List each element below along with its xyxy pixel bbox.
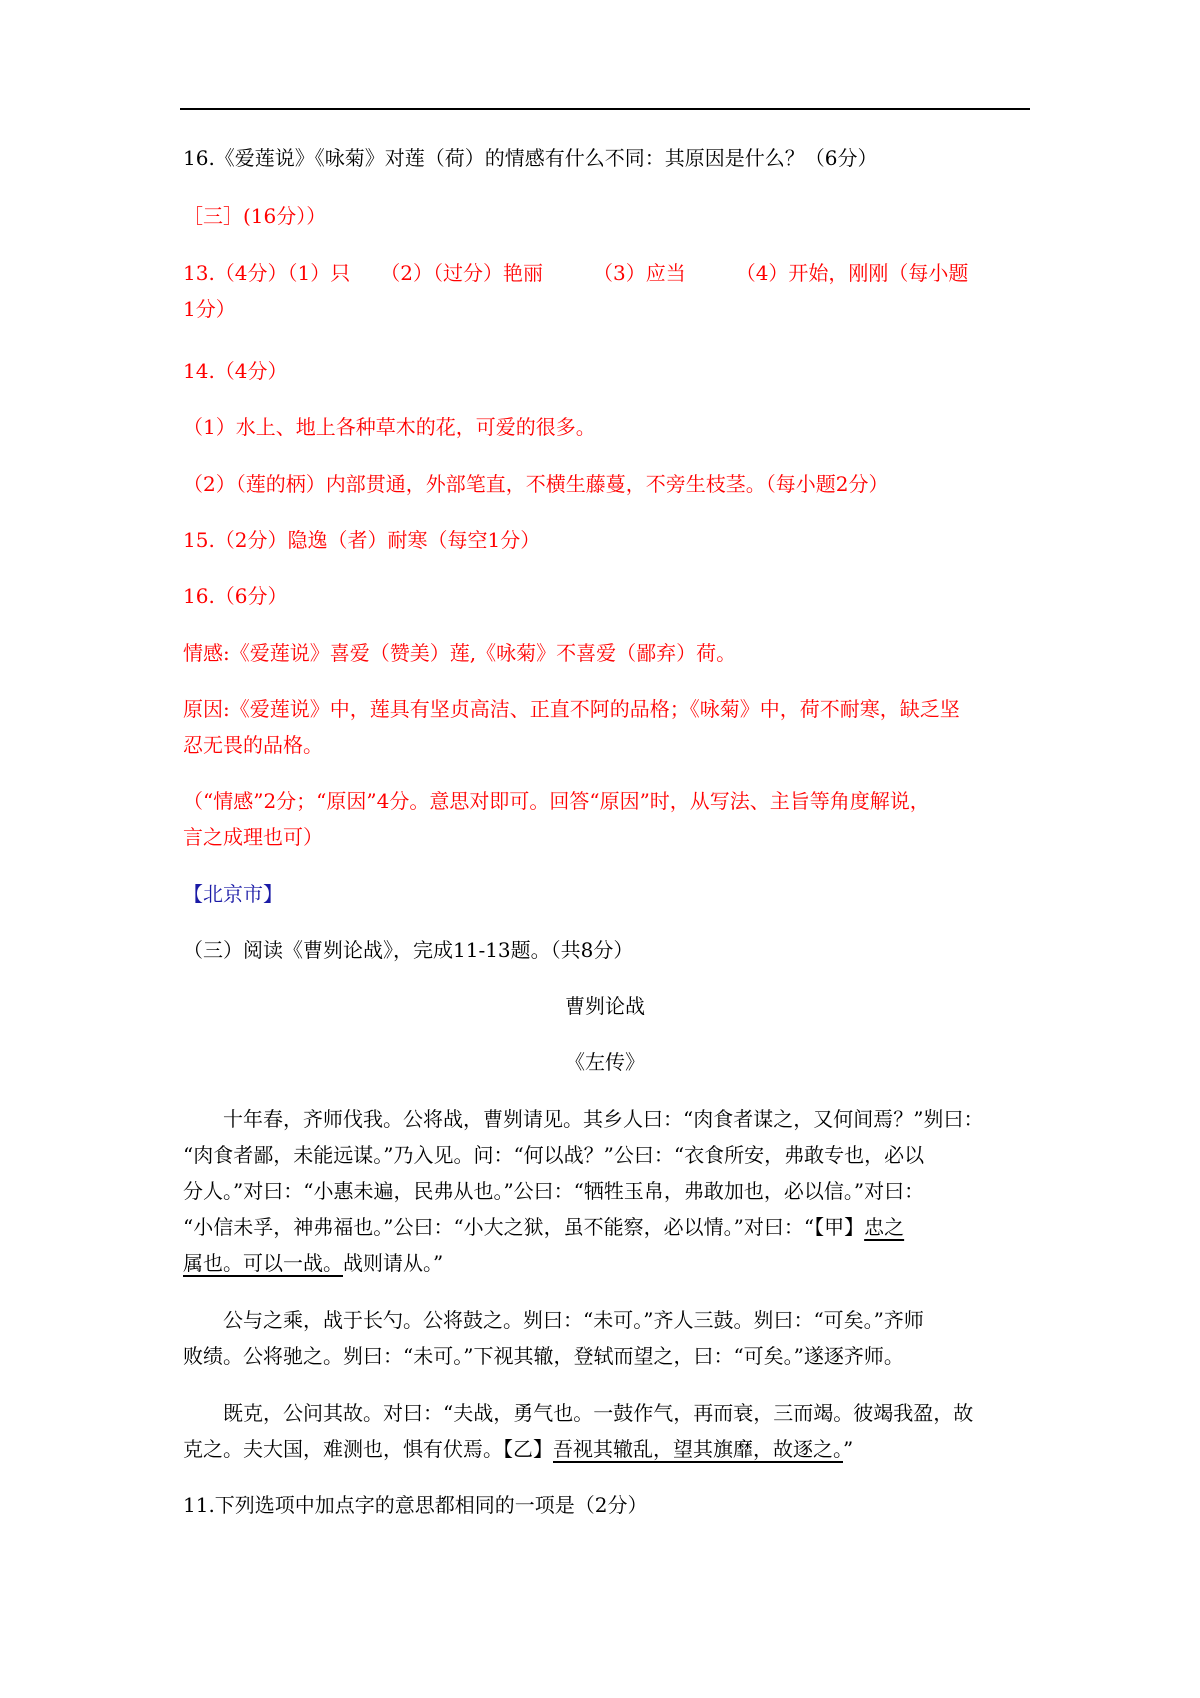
passage-source: 《左传》	[565, 1050, 645, 1074]
answer-16-note-line1: （“情感”2分；“原因”4分。意思对即可。回答“原因”时，从写法、主旨等角度解说，	[183, 789, 930, 813]
paragraph-1-line3: 分人。”对曰：“小惠未遍，民弗从也。”公曰：“牺牲玉帛，弗敢加也，必以信。”对曰：	[183, 1179, 925, 1203]
paragraph-1-line1: 十年春，齐师伐我。公将战，曹刿请见。其乡人曰：“肉食者谋之，又何间焉？”刿曰：	[223, 1107, 984, 1131]
answer-16-emotion: 情感:《爱莲说》喜爱（赞美）莲,《咏菊》不喜爱（鄙弃）荷。	[183, 641, 737, 665]
paragraph-3-line2	[183, 1431, 1033, 1467]
underlined-sentence-yi: 吾视其辙乱，望其旗靡，故逐之。	[553, 1437, 843, 1461]
paragraph-1-line4	[183, 1209, 1033, 1245]
answer-14-2: （2）（莲的柄）内部贯通，外部笔直，不横生藤蔓，不旁生枝茎。（每小题2分）	[183, 472, 889, 496]
paragraph-1-line5-text: 战则请从。”	[343, 1251, 444, 1275]
underlined-sentence-jia: 忠之	[864, 1215, 905, 1239]
answer-16-reason-line1: 原因:《爱莲说》中，莲具有坚贞高洁、正直不阿的品格；《咏菊》中，荷不耐寒，缺乏坚	[183, 697, 960, 721]
answer-16-reason-line2: 忍无畏的品格。	[183, 733, 323, 757]
paragraph-1-line4-text: “小信未孚，神弗福也。”公曰：“小大之狱，虽不能察，必以情。”对曰：“【甲】	[183, 1215, 865, 1239]
answer-13-line2: 1分）	[183, 297, 236, 321]
paragraph-3-line2-text: 克之。夫大国，难测也，惧有伏焉。【乙】	[183, 1437, 553, 1461]
reading-intro: （三）阅读《曹刿论战》，完成11-13题。（共8分）	[183, 938, 634, 962]
closing-quote: ”	[843, 1437, 854, 1461]
answer-13-line1: 13.（4分）（1）只 （2）（过分）艳丽 （3）应当 （4）开始，刚刚（每小题	[183, 261, 969, 285]
paragraph-2-line1: 公与之乘，战于长勺。公将鼓之。刿曰：“未可。”齐人三鼓。刿曰：“可矣。”齐师	[223, 1308, 924, 1332]
section-heading: ［三］(16分））	[183, 204, 327, 228]
paragraph-1-line5	[183, 1245, 1033, 1281]
question-16: 16.《爱莲说》《咏菊》对莲（荷）的情感有什么不同：其原因是什么？（6分）	[183, 146, 878, 170]
paragraph-1-line2: “肉食者鄙，未能远谋。”乃入见。问：“何以战？”公曰：“衣食所安，弗敢专也，必以	[183, 1143, 925, 1167]
answer-15: 15.（2分）隐逸（者）耐寒（每空1分）	[183, 528, 541, 552]
header-rule	[180, 108, 1030, 110]
paragraph-3-line1: 既克，公问其故。对曰：“夫战，勇气也。一鼓作气，再而衰，三而竭。彼竭我盈，故	[223, 1401, 974, 1425]
answer-16-heading: 16.（6分）	[183, 584, 288, 608]
paragraph-2-line2: 败绩。公将驰之。刿曰：“未可。”下视其辙，登轼而望之，曰：“可矣。”遂逐齐师。	[183, 1344, 904, 1368]
answer-16-note-line2: 言之成理也可）	[183, 825, 323, 849]
passage-title: 曹刿论战	[565, 994, 645, 1018]
question-11: 11.下列选项中加点字的意思都相同的一项是（2分）	[183, 1493, 648, 1517]
region-tag: 【北京市】	[183, 882, 283, 906]
underlined-sentence-jia-cont: 属也。可以一战。	[183, 1251, 343, 1275]
answer-14-heading: 14.（4分）	[183, 359, 288, 383]
answer-14-1: （1）水上、地上各种草木的花，可爱的很多。	[183, 415, 596, 439]
